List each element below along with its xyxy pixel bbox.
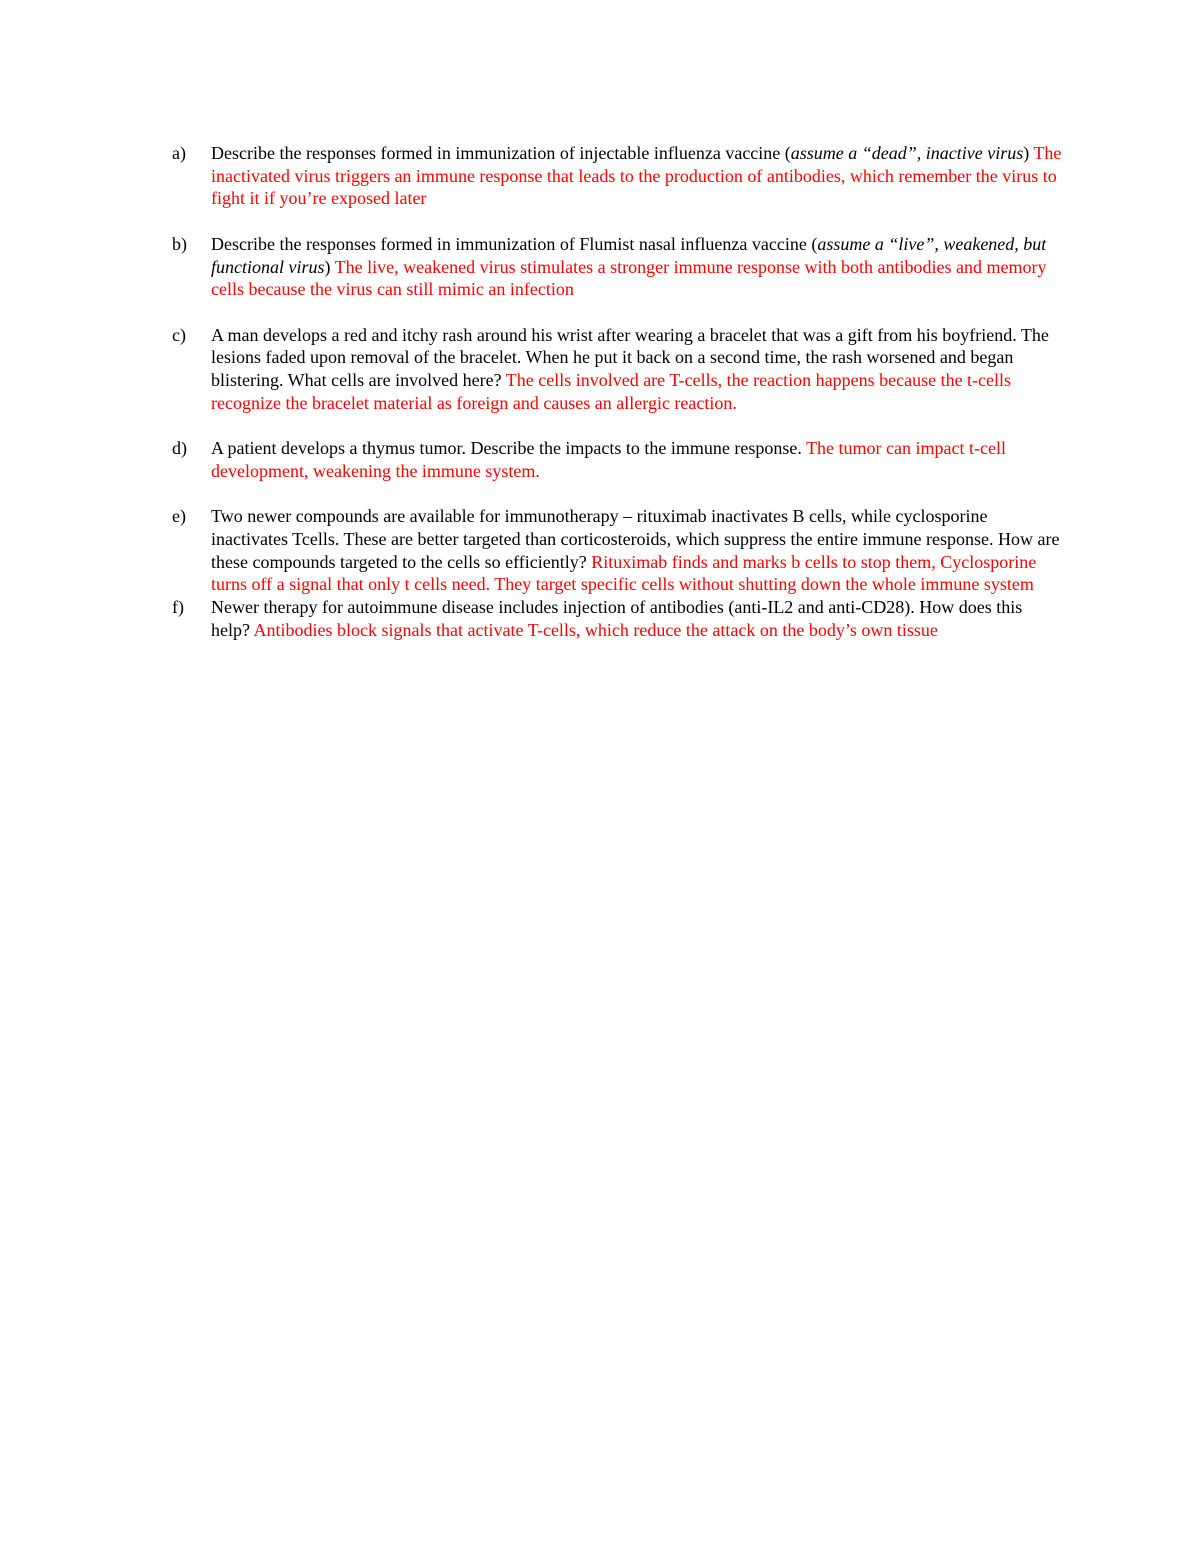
question-italic-text: assume a “live”, weakened, but functional virus <box>211 233 1047 277</box>
question-marker: e) <box>172 506 186 527</box>
question-text: Newer therapy for autoimmune disease includes injection of antibodies (anti-IL2 and anti-CD28). How does this help? <box>211 597 1023 640</box>
question-item-a <box>172 142 1062 210</box>
question-text: A patient develops a thymus tumor. Describe the impacts to the immune response. <box>211 438 807 459</box>
question-item-b <box>172 233 1062 301</box>
answer-text: The tumor can impact t-cell development, weakening the immune system. <box>211 438 1006 481</box>
question-text-end: ) <box>1023 143 1034 163</box>
question-marker: f) <box>172 597 184 617</box>
answer-text: Antibodies block signals that activate T-cells, which reduce the attack on the body’s own tissue <box>253 619 938 640</box>
question-marker: c) <box>172 324 186 345</box>
question-item-f <box>172 596 1062 641</box>
question-italic-text: assume a “dead”, inactive virus <box>790 143 1024 163</box>
question-text-end: ) <box>324 256 335 277</box>
question-marker: b) <box>172 233 187 254</box>
question-marker: d) <box>172 438 187 459</box>
answer-text: The inactivated virus triggers an immune response that leads to the production of antibodies, which remember the virus to fight it if you’re exposed later <box>211 143 1062 209</box>
answer-text: The cells involved are T-cells, the reaction happens because the t-cells recognize the bracelet material as foreign and causes an allergic reaction. <box>211 370 1012 413</box>
question-item-c <box>172 324 1062 415</box>
question-list <box>172 142 1062 641</box>
answer-text: Rituximab finds and marks b cells to stop them, Cyclosporine turns off a signal that only t cells need. They target specific cells without shutting down the whole immune system <box>211 551 1037 595</box>
question-item-e <box>172 505 1062 596</box>
question-text: Two newer compounds are available for immunotherapy – rituximab inactivates B cells, while cyclosporine inactivates Tcells. These are better targeted than corticosteroids, which suppress the entire immune response. How are these compounds targeted to the cells so efficiently? <box>211 506 1060 572</box>
question-text: Describe the responses formed in immunization of Flumist nasal influenza vaccine ( <box>211 233 818 254</box>
answer-text: The live, weakened virus stimulates a stronger immune response with both antibodies and memory cells because the virus can still mimic an infection <box>211 256 1047 300</box>
question-item-d <box>172 437 1062 482</box>
question-marker: a) <box>172 143 186 163</box>
question-text: A man develops a red and itchy rash around his wrist after wearing a bracelet that was a gift from his boyfriend. The lesions faded upon removal of the bracelet. When he put it back on a second time, the rash worsened and began blistering. What cells are involved here? <box>211 324 1049 390</box>
question-text: Describe the responses formed in immunization of injectable influenza vaccine ( <box>211 143 791 163</box>
